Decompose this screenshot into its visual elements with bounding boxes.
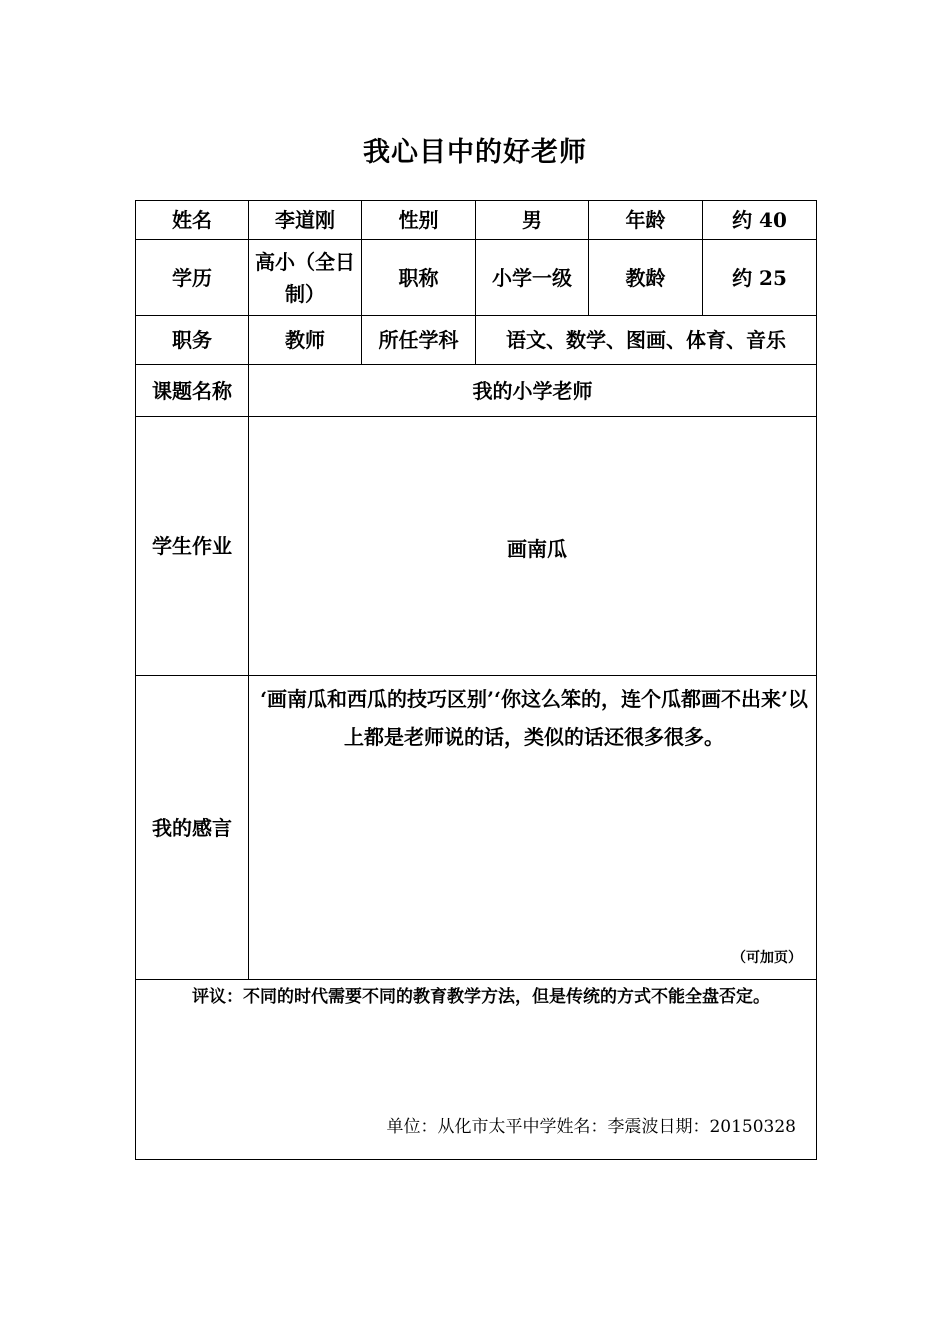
age-label: 年龄	[589, 201, 703, 240]
table-row	[136, 417, 817, 676]
table-row	[136, 240, 817, 316]
comment-box	[136, 980, 816, 1159]
name-label: 姓名	[136, 201, 249, 240]
subjects-value: 语文、数学、图画、体育、音乐	[476, 316, 817, 365]
feelings-label: 我的感言	[136, 676, 249, 980]
comment-cell	[136, 980, 817, 1160]
table-row	[136, 365, 817, 417]
add-page-note: （可加页）	[732, 949, 802, 966]
table-row	[136, 201, 817, 240]
professional-title-value: 小学一级	[476, 240, 589, 316]
subjects-label: 所任学科	[362, 316, 476, 365]
table-row	[136, 980, 817, 1160]
table-row	[136, 316, 817, 365]
page-title: 我心目中的好老师	[363, 137, 587, 168]
topic-label: 课题名称	[136, 365, 249, 417]
gender-label: 性别	[362, 201, 476, 240]
feelings-text: ‘画南瓜和西瓜的技巧区别’‘你这么笨的，连个瓜都画不出来’以上都是老师说的话，类似的话还很多很多。	[260, 687, 808, 749]
age-value: 约 40	[703, 201, 817, 240]
position-value: 教师	[249, 316, 362, 365]
teacher-form-table	[135, 200, 817, 1160]
teaching-years-label: 教龄	[589, 240, 703, 316]
gender-value: 男	[476, 201, 589, 240]
professional-title-label: 职称	[362, 240, 476, 316]
position-label: 职务	[136, 316, 249, 365]
teaching-years-value: 约 25	[703, 240, 817, 316]
homework-label: 学生作业	[136, 417, 249, 676]
education-value: 高小（全日制）	[249, 240, 362, 316]
homework-text: 画南瓜	[507, 537, 567, 561]
feelings-box	[249, 676, 816, 979]
topic-value: 我的小学老师	[249, 365, 817, 417]
comment-text: 评议：不同的时代需要不同的教育教学方法，但是传统的方式不能全盘否定。	[192, 987, 770, 1007]
education-label: 学历	[136, 240, 249, 316]
name-value: 李道刚	[249, 201, 362, 240]
signature-footer: 单位：从化市太平中学姓名：李震波日期：20150328	[386, 1116, 796, 1137]
table-row	[136, 676, 817, 980]
feelings-content	[249, 676, 817, 980]
homework-content	[249, 417, 817, 676]
